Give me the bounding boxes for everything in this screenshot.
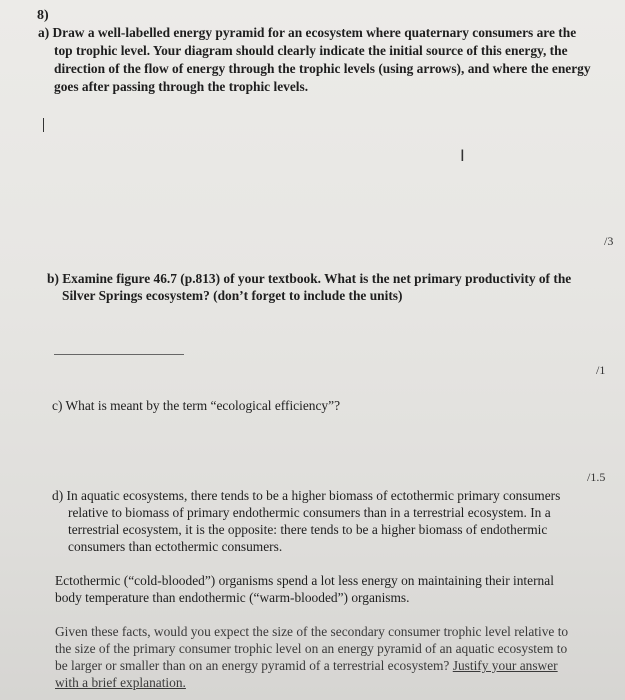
part-d-line-1: d) In aquatic ecosystems, there tends to be a higher biomass of ectothermic primary consumers [52,488,561,503]
part-a-line-3: direction of the flow of energy through the trophic levels (using arrows), and where the energy [54,61,591,76]
part-d-info-line-1: Ectothermic (“cold-blooded”) organisms spend a lot less energy on maintaining their internal [55,573,554,588]
question-number: 8) [37,8,49,23]
text-caret [43,118,44,132]
part-c-line-1: c) What is meant by the term “ecological efficiency”? [52,398,341,413]
part-d-line-4: consumers than ectothermic consumers. [68,539,283,554]
part-b-line-2: Silver Springs ecosystem? (don’t forget to include the units) [62,288,403,303]
part-c-marks: /1.5 [587,470,606,484]
part-d-line-2: relative to biomass of primary endothermic consumers than in a terrestrial ecosystem. In a [68,505,551,520]
part-a-marks: /3 [604,234,614,248]
part-d-question-line-1: Given these facts, would you expect the size of the secondary consumer trophic level relative to [55,624,569,639]
justify-answer-text: Justify your answer [452,658,558,673]
part-a-line-4: goes after passing through the trophic levels. [54,79,309,94]
ibeam-cursor-icon: I [460,146,465,165]
part-d-question-line-3-text: be larger or smaller than on an energy pyramid of a terrestrial ecosystem? [55,658,450,673]
answer-line[interactable] [54,354,184,355]
part-a-line-1: a) Draw a well-labelled energy pyramid for an ecosystem where quaternary consumers are the [38,25,577,40]
part-d-question-line-2: the size of the primary consumer trophic level on an energy pyramid of an aquatic ecosystem to [55,641,568,656]
part-b-line-1: b) Examine figure 46.7 (p.813) of your textbook. What is the net primary productivity of the [47,271,572,286]
part-d-question-line-3 [55,658,558,674]
part-b-marks: /1 [596,363,606,377]
part-d-question-line-4: with a brief explanation. [55,675,186,690]
part-d-info-line-2: body temperature than endothermic (“warm-blooded”) organisms. [55,590,410,605]
part-a-line-2: top trophic level. Your diagram should clearly indicate the initial source of this energy, the [54,43,568,58]
part-d-line-3: terrestrial ecosystem, it is the opposite: there tends to be a higher biomass of endothermic [68,522,548,537]
